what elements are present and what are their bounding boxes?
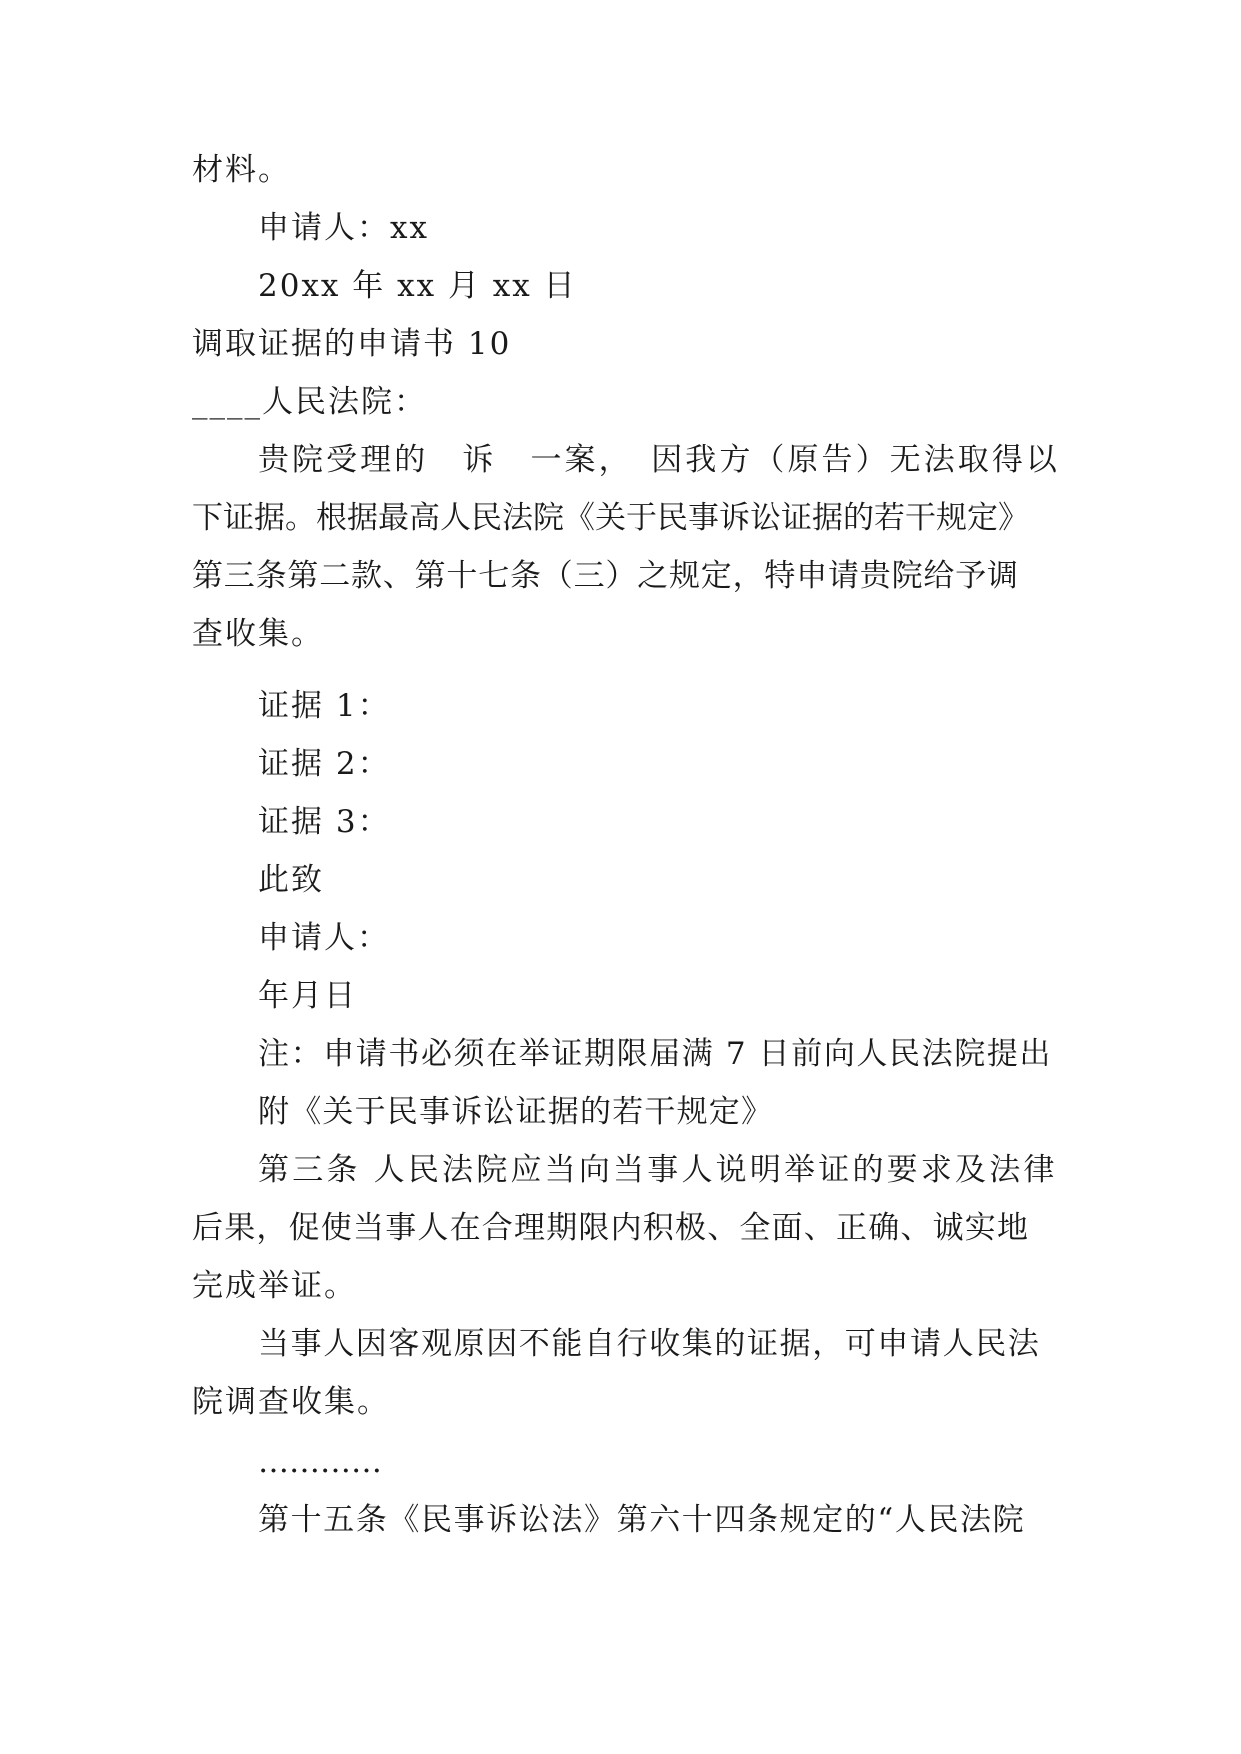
section-title: 调取证据的申请书 10 [192, 326, 512, 362]
note-line: 注：申请书必须在举证期限届满 7 日前向人民法院提出 [258, 1036, 1053, 1072]
article-paragraph-line: 院调查收集。 [192, 1384, 390, 1420]
body-paragraph-line: 下证据。根据最高人民法院《关于民事诉讼证据的若干规定》 [192, 500, 1029, 536]
evidence-item: 证据 3： [258, 804, 391, 840]
applicant-line: 申请人：xx [258, 210, 429, 246]
body-paragraph-line: 第三条第二款、第十七条（三）之规定，特申请贵院给予调 [192, 558, 1019, 594]
closing-salutation: 此致 [258, 862, 324, 898]
article-paragraph-line: 当事人因客观原因不能自行收集的证据，可申请人民法 [258, 1326, 1041, 1362]
body-paragraph-line: 查收集。 [192, 616, 324, 652]
article-paragraph-line: 第十五条《民事诉讼法》第六十四条规定的“人民法院 [258, 1502, 1026, 1538]
evidence-item: 证据 1： [258, 688, 391, 724]
body-paragraph-line: 贵院受理的 诉 一案， 因我方（原告）无法取得以 [258, 442, 1060, 478]
ellipsis-line: ………… [258, 1444, 382, 1480]
court-addressee: ____人民法院： [192, 384, 427, 420]
article-paragraph-line: 第三条 人民法院应当向当事人说明举证的要求及法律 [258, 1152, 1058, 1188]
article-paragraph-line: 完成举证。 [192, 1268, 357, 1304]
evidence-item: 证据 2： [258, 746, 391, 782]
text-line: 材料。 [192, 152, 291, 188]
signature-date: 年月日 [258, 978, 357, 1014]
appendix-title: 附《关于民事诉讼证据的若干规定》 [258, 1094, 774, 1130]
signature-applicant: 申请人： [258, 920, 390, 956]
article-paragraph-line: 后果，促使当事人在合理期限内积极、全面、正确、诚实地 [192, 1210, 1030, 1246]
date-line: 20xx 年 xx 月 xx 日 [258, 268, 577, 304]
